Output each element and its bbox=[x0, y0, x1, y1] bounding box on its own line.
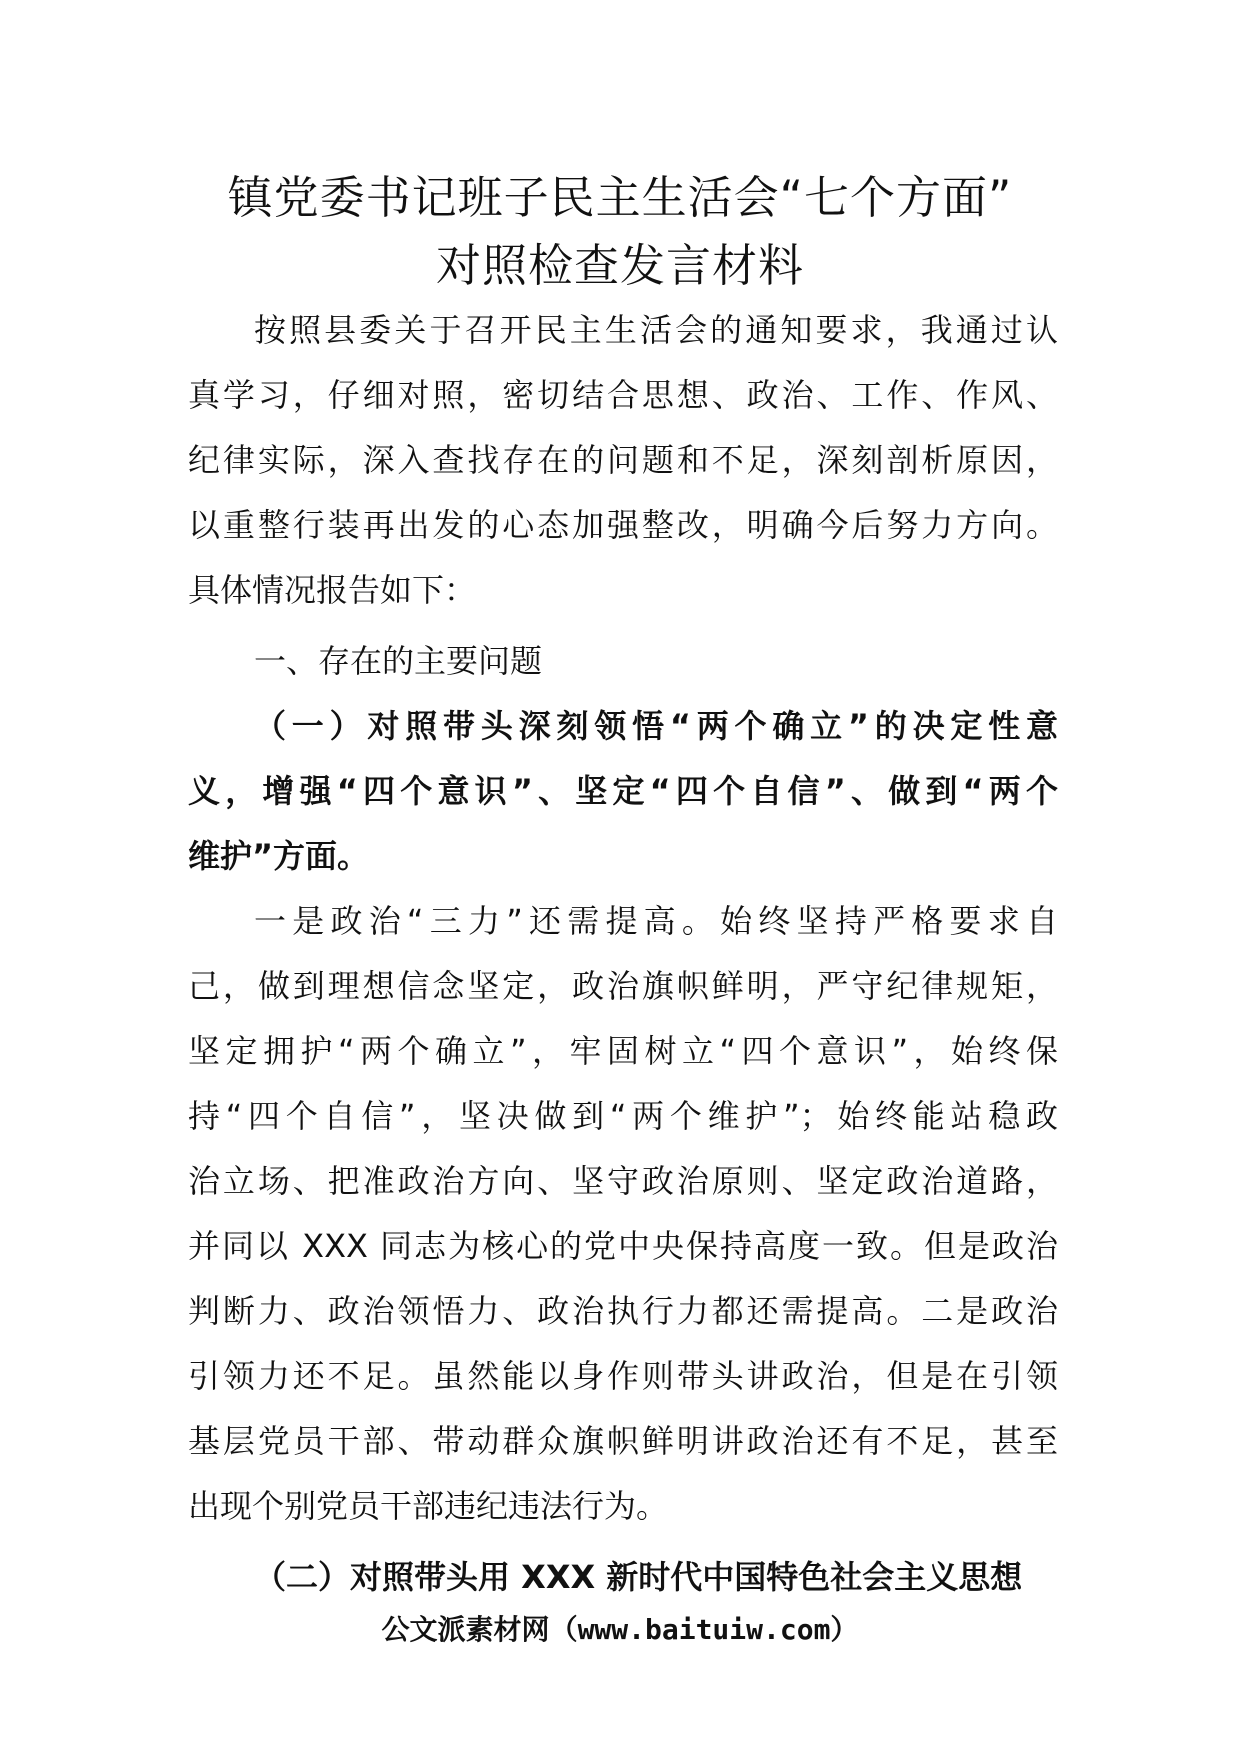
document-title-line-1: 镇党委书记班子民主生活会“七个方面” bbox=[227, 171, 1013, 224]
footer-watermark bbox=[0, 1610, 1240, 1650]
intro-line: 具体情况报告如下： bbox=[188, 571, 477, 609]
subheading-2: （二）对照带头用 XXX 新时代中国特色社会主义思想 bbox=[254, 1558, 1023, 1596]
subheading-line: 义，增强“四个意识”、坚定“四个自信”、做到“两个 bbox=[188, 772, 1058, 810]
paragraph-line: 一是政治“三力”还需提高。始终坚持严格要求自 bbox=[254, 902, 1058, 940]
paragraph-line: 出现个别党员干部违纪违法行为。 bbox=[188, 1487, 669, 1525]
paragraph-line: 基层党员干部、带动群众旗帜鲜明讲政治还有不足，甚至 bbox=[188, 1422, 1058, 1460]
paragraph-line: 己，做到理想信念坚定，政治旗帜鲜明，严守纪律规矩， bbox=[188, 967, 1058, 1005]
intro-line: 真学习，仔细对照，密切结合思想、政治、工作、作风、 bbox=[188, 376, 1058, 414]
section-heading: 一、存在的主要问题 bbox=[254, 642, 543, 680]
subheading-line: 维护”方面。 bbox=[188, 837, 370, 875]
intro-line: 以重整行装再出发的心态加强整改，明确今后努力方向。 bbox=[188, 506, 1058, 544]
subheading-line: （一）对照带头深刻领悟“两个确立”的决定性意 bbox=[254, 707, 1058, 745]
intro-line: 按照县委关于召开民主生活会的通知要求，我通过认 bbox=[254, 311, 1058, 349]
paragraph-line: 引领力还不足。虽然能以身作则带头讲政治，但是在引领 bbox=[188, 1357, 1058, 1395]
footer-site-name: 公文派素材网 bbox=[381, 1613, 550, 1646]
document-title-line-2: 对照检查发言材料 bbox=[435, 239, 804, 292]
footer-url: （www.baituiw.com） bbox=[549, 1613, 859, 1646]
document-body bbox=[188, 298, 1058, 1610]
paragraph-line: 判断力、政治领悟力、政治执行力都还需提高。二是政治 bbox=[188, 1292, 1058, 1330]
paragraph-line: 持“四个自信”，坚决做到“两个维护”；始终能站稳政 bbox=[188, 1097, 1058, 1135]
paragraph-line: 治立场、把准政治方向、坚守政治原则、坚定政治道路， bbox=[188, 1162, 1058, 1200]
paragraph-line: 坚定拥护“两个确立”，牢固树立“四个意识”，始终保 bbox=[188, 1032, 1058, 1070]
paragraph-line: 并同以 XXX 同志为核心的党中央保持高度一致。但是政治 bbox=[188, 1227, 1058, 1265]
intro-line: 纪律实际，深入查找存在的问题和不足，深刻剖析原因， bbox=[188, 441, 1058, 479]
